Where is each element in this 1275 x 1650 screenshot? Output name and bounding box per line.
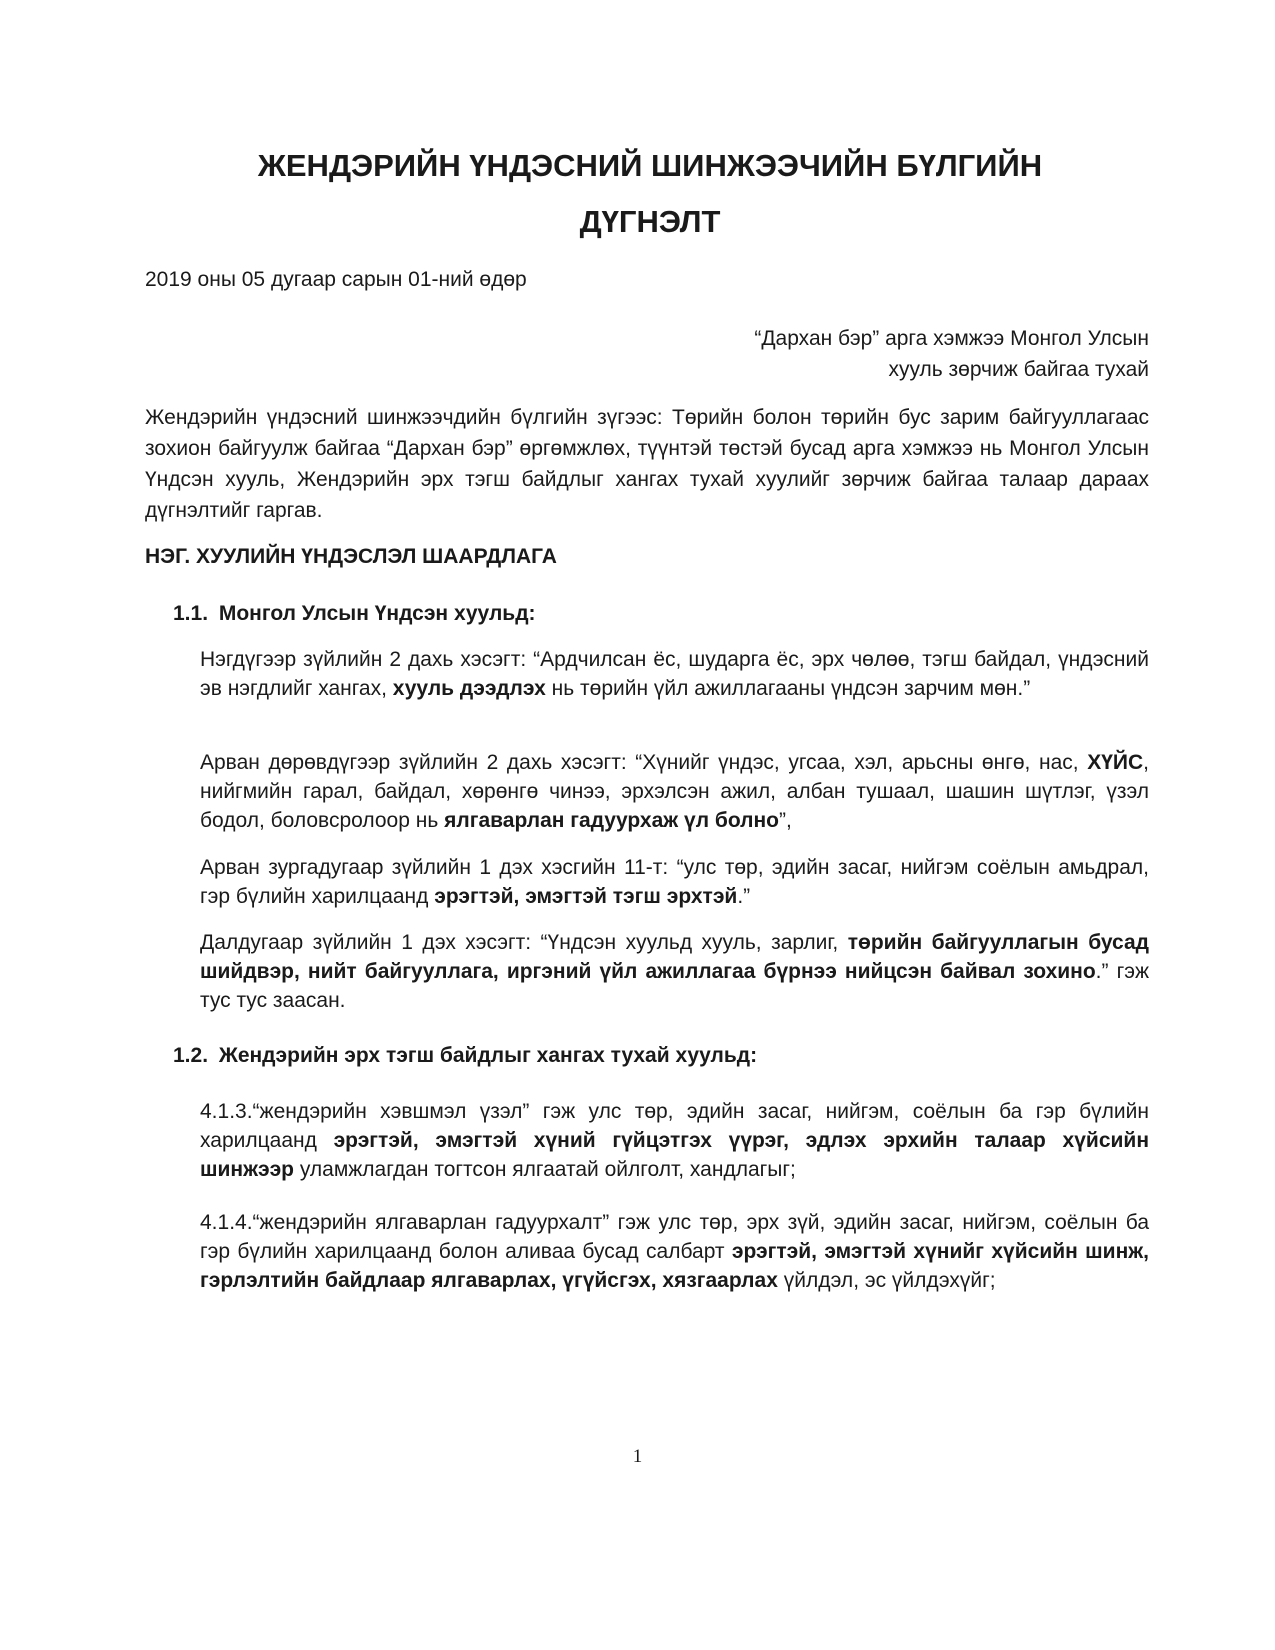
- text-run: 4.1.4.“жендэрийн ялгаварлан гадуурхалт” гэж улс төр, эрх зүй, эдийн засаг, нийгэм, соёлын ба гэр бүлийн харилцаанд болон аливаа бусад салбарт: [200, 1211, 1149, 1263]
- text-run: .” гэж тус тус заасан.: [200, 960, 1149, 1012]
- text-run: .”: [737, 885, 751, 908]
- text-run: 4.1.3.“жендэрийн хэвшмэл үзэл” гэж улс төр, эдийн засаг, нийгэм, соёлын ба гэр бүлийн харилцаанд: [200, 1100, 1149, 1152]
- constitution-article-14-paragraph: [200, 748, 1149, 835]
- bold-text-run: ХҮЙС: [1087, 751, 1144, 774]
- document-title-line-2: ДҮГНЭЛТ: [579, 204, 721, 239]
- page-number: 1: [632, 1446, 643, 1467]
- bold-text-run: хууль дээдлэх: [392, 677, 546, 700]
- bold-text-run: эрэгтэй, эмэгтэй хүний гүйцэтгэх үүрэг, эдлэх эрхийн талаар хүйсийн шинжээр: [200, 1129, 1150, 1181]
- bold-text-run: ялгаварлан гадуурхаж үл болно: [444, 809, 779, 832]
- text-run: нь төрийн үйл ажиллагааны үндсэн зарчим мөн.”: [545, 677, 1031, 700]
- gender-law-4-1-3-paragraph: [200, 1097, 1149, 1184]
- bold-text-run: эрэгтэй, эмэгтэй тэгш эрхтэй: [434, 885, 738, 908]
- document-title-line-1: ЖЕНДЭРИЙН ҮНДЭСНИЙ ШИНЖЭЭЧИЙН БҮЛГИЙН: [257, 148, 1043, 183]
- bold-text-run: эрэгтэй, эмэгтэй хүнийг хүйсийн шинж, гэрлэлтийн байдлаар ялгаварлах, үгүйсгэх, хязгаарлах: [200, 1240, 1149, 1292]
- text-run: Арван зургадугаар зүйлийн 1 дэх хэсгийн 11-т: “улс төр, эдийн засаг, нийгэм соёлын амьдрал, гэр бүлийн харилцаанд: [200, 856, 1149, 908]
- subject-line-2: хууль зөрчиж байгаа тухай: [888, 358, 1149, 381]
- subsection-label: Жендэрийн эрх тэгш байдлыг хангах тухай хуульд:: [218, 1044, 758, 1067]
- subsection-number: 1.2.: [173, 1044, 209, 1067]
- text-run: , нийгмийн гарал, байдал, хөрөнгө чинээ, эрхэлсэн ажил, албан тушаал, шашин шүтлэг, үзэл бодол, боловсролоор нь: [200, 751, 1149, 832]
- text-run: уламжлагдан тогтсон ялгаатай ойлголт, хандлагыг;: [294, 1158, 796, 1181]
- text-run: Арван дөрөвдүгээр зүйлийн 2 дахь хэсэгт: “Хүнийг үндэс, угсаа, хэл, арьсны өнгө, нас,: [200, 751, 1088, 774]
- text-run: Далдугаар зүйлийн 1 дэх хэсэгт: “Үндсэн хуульд хууль, зарлиг,: [200, 931, 848, 954]
- subsection-1-2-heading: [173, 1044, 757, 1068]
- text-run: Нэгдүгээр зүйлийн 2 дахь хэсэгт: “Ардчилсан ёс, шударга ёс, эрх чөлөө, тэгш байдал, үндэсний эв нэгдлийг хангах,: [200, 648, 1149, 700]
- subsection-number: 1.1.: [173, 602, 209, 625]
- subsection-1-1-heading: [173, 602, 536, 626]
- constitution-article-1-paragraph: [200, 645, 1149, 703]
- text-run: ”,: [779, 809, 792, 832]
- intro-paragraph: Жендэрийн үндэсний шинжээчдийн бүлгийн зүгээс: Төрийн болон төрийн бус зарим байгууллагаас зохион байгуулж байгаа “Дархан бэр” өргөмжлөх, түүнтэй төстэй бусад арга хэмжээ нь Монгол Улсын Үндсэн хууль, Жендэрийн эрх тэгш байдлыг хангах тухай хуулийг зөрчиж байгаа талаар дараах дүгнэлтийг гаргав.: [145, 406, 1149, 522]
- subject-line-1: “Дархан бэр” арга хэмжээ Монгол Улсын: [754, 327, 1149, 350]
- text-run: үйлдэл, эс үйлдэхүйг;: [777, 1269, 996, 1292]
- constitution-article-70-paragraph: [200, 928, 1149, 1015]
- section-1-heading: НЭГ. ХУУЛИЙН ҮНДЭСЛЭЛ ШААРДЛАГА: [145, 545, 557, 568]
- subsection-label: Монгол Улсын Үндсэн хуульд:: [218, 602, 536, 625]
- gender-law-4-1-4-paragraph: [200, 1208, 1149, 1295]
- document-date: 2019 оны 05 дугаар сарын 01-ний өдөр: [145, 268, 527, 291]
- constitution-article-16-paragraph: [200, 853, 1149, 911]
- bold-text-run: төрийн байгууллагын бусад шийдвэр, нийт байгууллага, иргэний үйл ажиллагаа бүрнээ нийцсэн байвал зохино: [200, 931, 1149, 983]
- document-subject: [754, 323, 1149, 385]
